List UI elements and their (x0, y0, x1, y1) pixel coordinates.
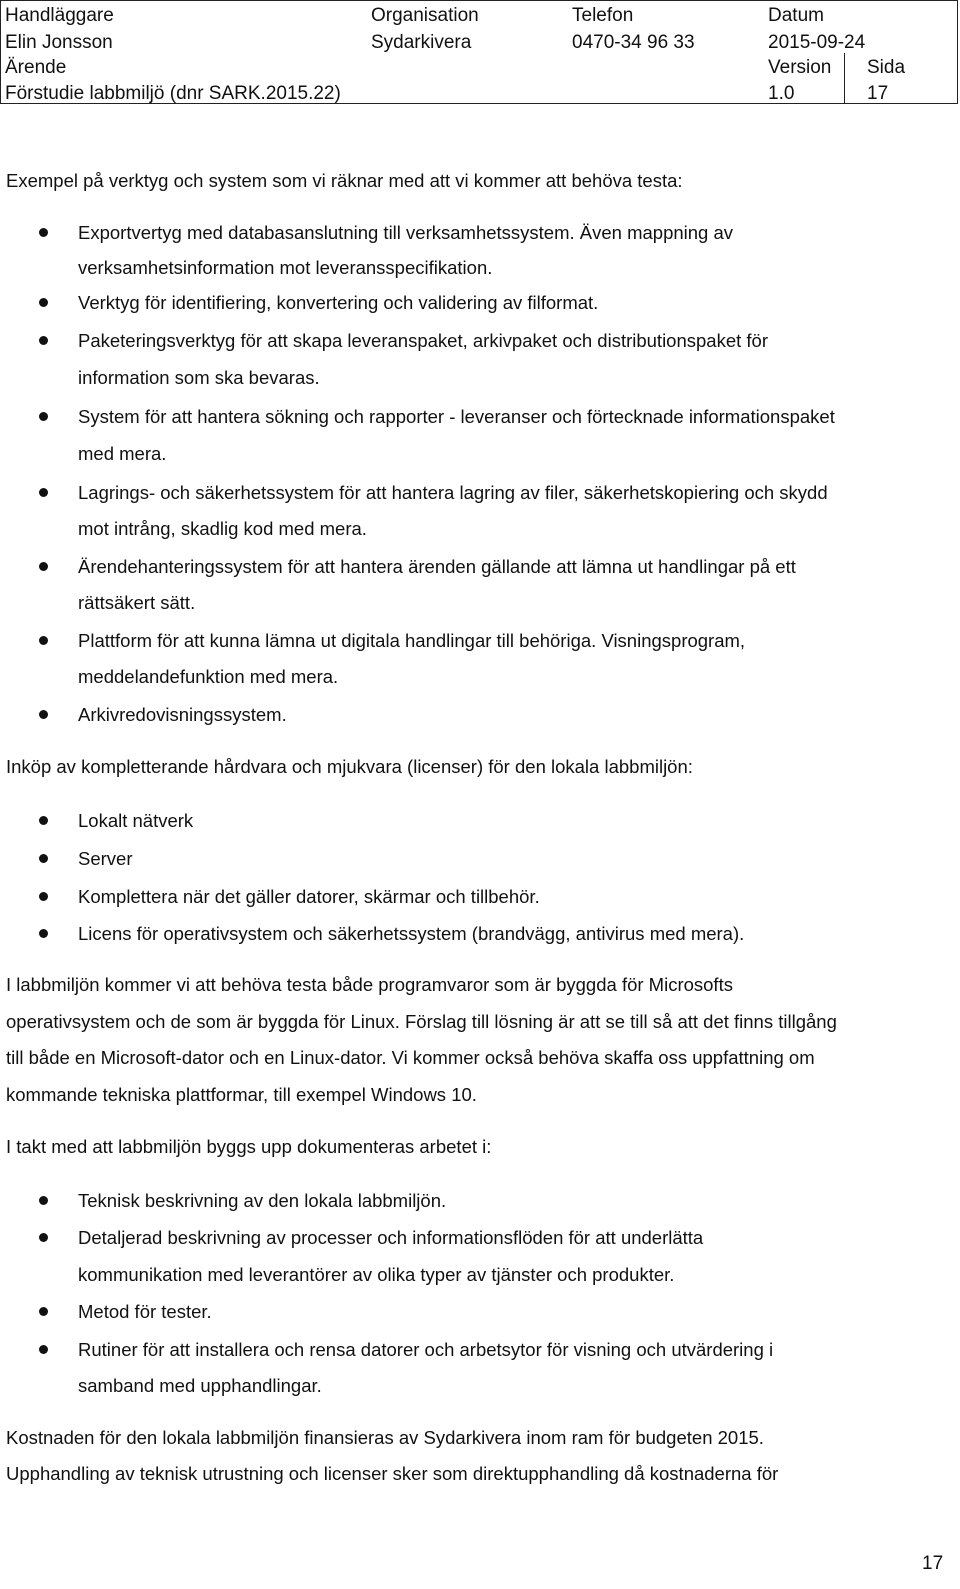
document-header (0, 0, 958, 104)
telefon-value: 0470-34 96 33 (572, 32, 695, 53)
list-item-continuation: kommunikation med leverantörer av olika typer av tjänster och produkter. (78, 1264, 675, 1285)
list-item: Licens för operativsystem och säkerhetssystem (brandvägg, antivirus med mera). (78, 923, 745, 944)
version-label: Version (768, 57, 832, 78)
bullet (39, 488, 48, 497)
list-item: Lagrings- och säkerhetssystem för att hantera lagring av filer, säkerhetskopiering och skydd (78, 482, 828, 503)
list-item-continuation: meddelandefunktion med mera. (78, 666, 339, 687)
list-item: Verktyg för identifiering, konvertering och validering av filformat. (78, 292, 599, 313)
list-item-continuation: mot intrång, skadlig kod med mera. (78, 518, 367, 539)
list-item-continuation: med mera. (78, 443, 167, 464)
organisation-value: Sydarkivera (371, 32, 472, 53)
list-item: Plattform för att kunna lämna ut digitala handlingar till behöriga. Visningsprogram, (78, 630, 746, 651)
paragraph-line: operativsystem och de som är byggda för Linux. Förslag till lösning är att se till så att det finns tillgång (6, 1011, 837, 1032)
paragraph-line: Kostnaden för den lokala labbmiljön finansieras av Sydarkivera inom ram för budgeten 2015. (6, 1427, 764, 1448)
arende-label: Ärende (5, 57, 67, 78)
list-item: Ärendehanteringssystem för att hantera ärenden gällande att lämna ut handlingar på ett (78, 556, 796, 577)
intro-paragraph-2: Inköp av kompletterande hårdvara och mjukvara (licenser) för den lokala labbmiljön: (6, 756, 693, 777)
intro-paragraph-3: I takt med att labbmiljön byggs upp dokumenteras arbetet i: (6, 1136, 492, 1157)
datum-label: Datum (768, 5, 824, 26)
organisation-label: Organisation (371, 5, 479, 26)
bullet (39, 336, 48, 345)
list-item: Metod för tester. (78, 1301, 212, 1322)
bullet (39, 892, 48, 901)
list-item: Paketeringsverktyg för att skapa leveranspaket, arkivpaket och distributionspaket för (78, 330, 768, 351)
bullet (39, 412, 48, 421)
paragraph-line: till både en Microsoft-dator och en Linux-dator. Vi kommer också behöva skaffa oss uppfattning om (6, 1047, 815, 1068)
paragraph-line: I labbmiljön kommer vi att behöva testa både programvaror som är byggda för Microsofts (6, 974, 733, 995)
bullet (39, 298, 48, 307)
bullet (39, 636, 48, 645)
list-item-continuation: verksamhetsinformation mot leveransspecifikation. (78, 257, 493, 278)
list-item: System för att hantera sökning och rapporter - leveranser och förtecknade informationspaket (78, 406, 835, 427)
list-item: Rutiner för att installera och rensa datorer och arbetsytor för visning och utvärdering i (78, 1339, 774, 1360)
telefon-label: Telefon (572, 5, 634, 26)
handlaggare-label: Handläggare (5, 5, 114, 26)
paragraph-line: kommande tekniska plattformar, till exempel Windows 10. (6, 1084, 477, 1105)
version-value: 1.0 (768, 83, 795, 104)
paragraph-line: Upphandling av teknisk utrustning och licenser sker som direktupphandling då kostnaderna för (6, 1463, 779, 1484)
handlaggare-value: Elin Jonsson (5, 32, 113, 53)
bullet (39, 710, 48, 719)
arende-value: Förstudie labbmiljö (dnr SARK.2015.22) (5, 83, 341, 104)
bullet (39, 562, 48, 571)
bullet (39, 816, 48, 825)
page-number: 17 (922, 1553, 944, 1574)
header-divider (844, 53, 845, 104)
list-item: Arkivredovisningssystem. (78, 704, 287, 725)
bullet (39, 1196, 48, 1205)
intro-paragraph-1: Exempel på verktyg och system som vi räknar med att vi kommer att behöva testa: (6, 170, 683, 191)
list-item: Teknisk beskrivning av den lokala labbmiljön. (78, 1190, 447, 1211)
bullet (39, 228, 48, 237)
list-item-continuation: rättsäkert sätt. (78, 592, 196, 613)
list-item: Lokalt nätverk (78, 810, 194, 831)
list-item: Detaljerad beskrivning av processer och informationsflöden för att underlätta (78, 1227, 704, 1248)
sida-value: 17 (867, 83, 889, 104)
list-item: Exportvertyg med databasanslutning till verksamhetssystem. Även mappning av (78, 222, 734, 243)
sida-label: Sida (867, 57, 906, 78)
bullet (39, 929, 48, 938)
bullet (39, 1345, 48, 1354)
bullet (39, 1233, 48, 1242)
list-item: Komplettera när det gäller datorer, skärmar och tillbehör. (78, 886, 540, 907)
bullet (39, 854, 48, 863)
list-item-continuation: samband med upphandlingar. (78, 1375, 322, 1396)
bullet (39, 1307, 48, 1316)
list-item: Server (78, 848, 133, 869)
list-item-continuation: information som ska bevaras. (78, 367, 320, 388)
datum-value: 2015-09-24 (768, 32, 866, 53)
